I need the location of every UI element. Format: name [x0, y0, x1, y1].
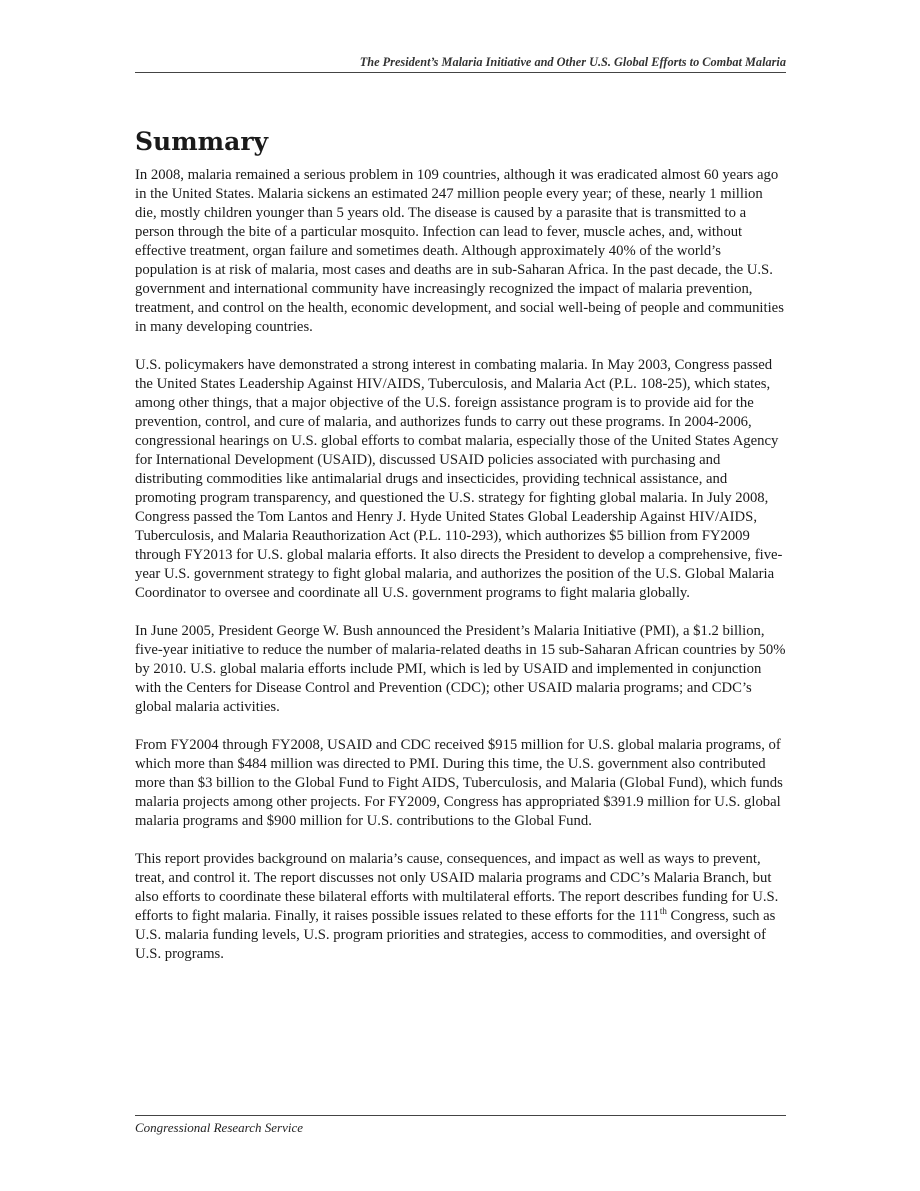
- paragraph-malaria-overview: In 2008, malaria remained a serious problem in 109 countries, although it was eradicated almost 60 years ago in the United States. Malaria sickens an estimated 247 million people every year; of these, nearly 1 million die, mostly children younger than 5 years old. The disease is caused by a parasite that is transmitted to a person through the bite of a particular mosquito. Infection can lead to fever, muscle aches, and, without effective treatment, organ failure and sometimes death. Although approximately 40% of the world’s population is at risk of malaria, most cases and deaths are in sub-Saharan Africa. In the past decade, the U.S. government and international community have increasingly recognized the impact of malaria prevention, treatment, and control on the health, economic development, and social well-being of people and communities in many developing countries.: [135, 167, 784, 335]
- footer-rule: [135, 1115, 786, 1116]
- report-scope-text-end: Congress, such as U.S. malaria funding levels, U.S. program priorities and strategies, access to commodities, and oversight of U.S. programs.: [135, 908, 776, 962]
- running-footer: Congressional Research Service: [135, 1120, 303, 1135]
- running-header: The President’s Malaria Initiative and Other U.S. Global Efforts to Combat Malaria: [359, 55, 786, 69]
- paragraph-congressional-interest: U.S. policymakers have demonstrated a strong interest in combating malaria. In May 2003, Congress passed the United States Leadership Against HIV/AIDS, Tuberculosis, and Malaria Act (P.L. 108-25), which states, among other things, that a major objective of the U.S. foreign assistance program is to provide aid for the prevention, control, and cure of malaria, and authorizes funds to carry out these programs. In 2004-2006, congressional hearings on U.S. global efforts to combat malaria, especially those of the United States Agency for International Development (USAID), discussed USAID policies associated with purchasing and distributing commodities like antimalarial drugs and insecticides, providing technical assistance, and promoting program transparency, and questioned the U.S. strategy for fighting global malaria. In July 2008, Congress passed the Tom Lantos and Henry J. Hyde United States Global Leadership Against HIV/AIDS, Tuberculosis, and Malaria Reauthorization Act (P.L. 110-293), which authorizes $5 billion from FY2009 through FY2013 for U.S. global malaria efforts. It also directs the President to develop a comprehensive, five-year U.S. government strategy to fight global malaria, and authorizes the position of the U.S. Global Malaria Coordinator to oversee and coordinate all U.S. government programs to fight malaria globally.: [135, 357, 783, 601]
- header-rule: [135, 72, 786, 73]
- report-scope-text-start: This report provides background on malaria’s cause, consequences, and impact as well as ways to prevent, treat, and control it. The report discusses not only USAID malaria programs and CDC’s Malaria Branch, but also efforts to coordinate these bilateral efforts with multilateral efforts. The report describes funding for U.S. efforts to fight malaria. Finally, it raises possible issues related to these efforts for the 111: [135, 851, 779, 924]
- section-title: Summary: [135, 127, 269, 156]
- paragraph-report-scope: [135, 850, 786, 964]
- paragraph-funding: From FY2004 through FY2008, USAID and CDC received $915 million for U.S. global malaria programs, of which more than $484 million was directed to PMI. During this time, the U.S. government also contributed more than $3 billion to the Global Fund to Fight AIDS, Tuberculosis, and Malaria (Global Fund), which funds malaria projects among other projects. For FY2009, Congress has appropriated $391.9 million for U.S. global malaria programs and $900 million for U.S. contributions to the Global Fund.: [135, 737, 783, 829]
- paragraph-pmi-announcement: In June 2005, President George W. Bush announced the President’s Malaria Initiative (PMI), a $1.2 billion, five-year initiative to reduce the number of malaria-related deaths in 15 sub-Saharan African countries by 50% by 2010. U.S. global malaria efforts include PMI, which is led by USAID and implemented in conjunction with the Centers for Disease Control and Prevention (CDC); other USAID malaria programs; and CDC’s global malaria activities.: [135, 623, 786, 715]
- summary-body: [135, 166, 786, 983]
- ordinal-suffix: th: [659, 906, 667, 916]
